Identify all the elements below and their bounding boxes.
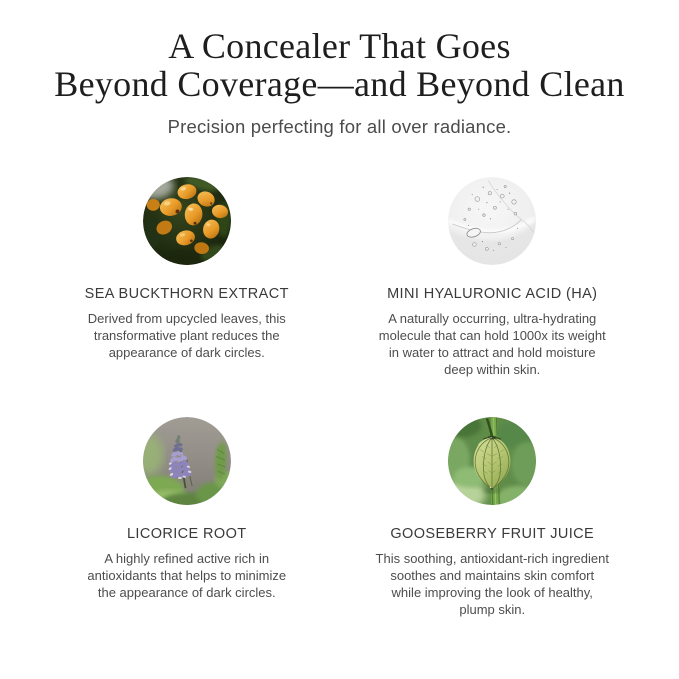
ingredient-grid <box>34 177 645 618</box>
description-line: appearance of dark circles. <box>108 345 265 360</box>
licorice-root-flower-photo-icon <box>143 417 231 505</box>
hyaluronic-acid-image <box>448 177 536 265</box>
description-line: while improving the look of healthy, <box>391 585 593 600</box>
ingredient-name: GOOSEBERRY FRUIT JUICE <box>390 526 595 542</box>
ingredient-description <box>88 310 286 361</box>
description-line: deep within skin. <box>444 362 541 377</box>
sea-buckthorn-berries-photo-icon <box>143 177 231 265</box>
description-line: molecule that can hold 1000x its weight <box>378 328 606 343</box>
ingredient-name: MINI HYALURONIC ACID (HA) <box>387 286 598 302</box>
ingredient-card-sea-buckthorn <box>34 177 340 417</box>
title-line-2: Beyond Coverage—and Beyond Clean <box>54 64 625 104</box>
description-line: plump skin. <box>459 602 526 617</box>
description-line: antioxidants that helps to minimize <box>87 568 287 583</box>
page-title <box>0 0 679 103</box>
ingredient-card-gooseberry <box>340 417 646 618</box>
ingredient-name: SEA BUCKTHORN EXTRACT <box>84 286 289 302</box>
description-line: in water to attract and hold moisture <box>388 345 596 360</box>
description-line: A naturally occurring, ultra-hydrating <box>388 311 597 326</box>
description-line: the appearance of dark circles. <box>97 585 276 600</box>
description-line: Derived from upcycled leaves, this <box>87 311 286 326</box>
title-line-1: A Concealer That Goes <box>168 26 511 66</box>
ingredient-description <box>87 550 286 601</box>
ingredient-description <box>379 310 606 378</box>
ingredient-card-hyaluronic-acid <box>340 177 646 417</box>
page-subtitle: Precision perfecting for all over radiance. <box>167 116 512 137</box>
gooseberry-fruit-photo-icon <box>448 417 536 505</box>
description-line: A highly refined active rich in <box>104 551 270 566</box>
gooseberry-image <box>448 417 536 505</box>
description-line: soothes and maintains skin comfort <box>390 568 595 583</box>
licorice-root-image <box>143 417 231 505</box>
description-line: transformative plant reduces the <box>93 328 280 343</box>
ingredient-card-licorice-root <box>34 417 340 618</box>
hyaluronic-acid-gel-photo-icon <box>448 177 536 265</box>
ingredient-name: LICORICE ROOT <box>126 526 247 542</box>
description-line: This soothing, antioxidant-rich ingredient <box>375 551 609 566</box>
sea-buckthorn-image <box>143 177 231 265</box>
ingredient-description <box>376 550 609 618</box>
